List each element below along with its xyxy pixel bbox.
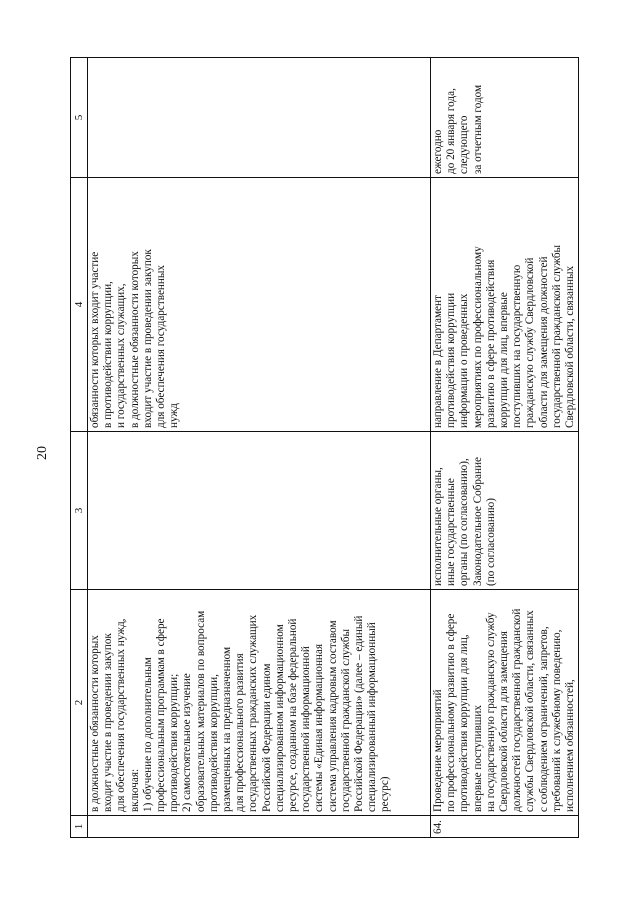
header-col-3: 3 xyxy=(71,432,88,590)
row-number-cell xyxy=(88,816,431,838)
executors-cell xyxy=(88,432,431,590)
header-col-4: 4 xyxy=(71,178,88,432)
header-col-5: 5 xyxy=(71,58,88,178)
measure-cell: Проведение мероприятий по профессиональному развитию в сфере противодействия коррупции для лиц, впервые поступивших на государственную гражданскую службу Свердловской области для замещения должностей государственной гражданской службы Свердловской области, связанных с соблюдением ограничений, запретов, требований к служебному поведению, исполнением обязанностей, xyxy=(431,590,579,816)
page-number: 20 xyxy=(35,446,50,460)
deadline-cell: ежегодно до 20 января года, следующего за отчетным годом xyxy=(431,58,579,178)
measures-table xyxy=(70,57,579,838)
header-col-1: 1 xyxy=(71,816,88,838)
deadline-cell xyxy=(88,58,431,178)
row-number-cell: 64. xyxy=(431,816,579,838)
header-col-2: 2 xyxy=(71,590,88,816)
rotated-table-wrapper xyxy=(70,58,610,838)
table-row xyxy=(88,58,431,838)
header-row xyxy=(71,58,88,838)
measure-cell: в должностные обязанности которых входит участие в проведении закупок для обеспечения государственных нужд, включая: 1) обучение по дополнительным профессиональным программам в сфере противодействия коррупции; 2) самостоятельное изучение образовательных материалов по вопросам противодействия коррупции, размещенных на предназначенном для профессионального развития государственных гражданских служащих Российской Федерации едином специализированном информационном ресурсе, созданном на базе федеральной государственной информационной системы «Единая информационная система управления кадровым составом государственной гражданской службы Российской Федерации» (далее – единый специализированный информационный ресурс) xyxy=(88,590,431,816)
executors-cell: исполнительные органы, иные государственные органы (по согласованию), Законодательное Собрание (по согласованию) xyxy=(431,432,579,590)
table-row xyxy=(431,58,579,838)
result-cell: обязанности которых входит участие в противодействии коррупции, и государственных служащих, в должностные обязанности которых входит участие в проведении закупок для обеспечения государственных нужд xyxy=(88,178,431,432)
result-cell: направление в Департамент противодействия коррупции информации о проведенных мероприятиях по профессиональному развитию в сфере противодействия коррупции для лиц, впервые поступивших на государственную гражданскую службу Свердловской области для замещения должностей государственной гражданской службы Свердловской области, связанных xyxy=(431,178,579,432)
